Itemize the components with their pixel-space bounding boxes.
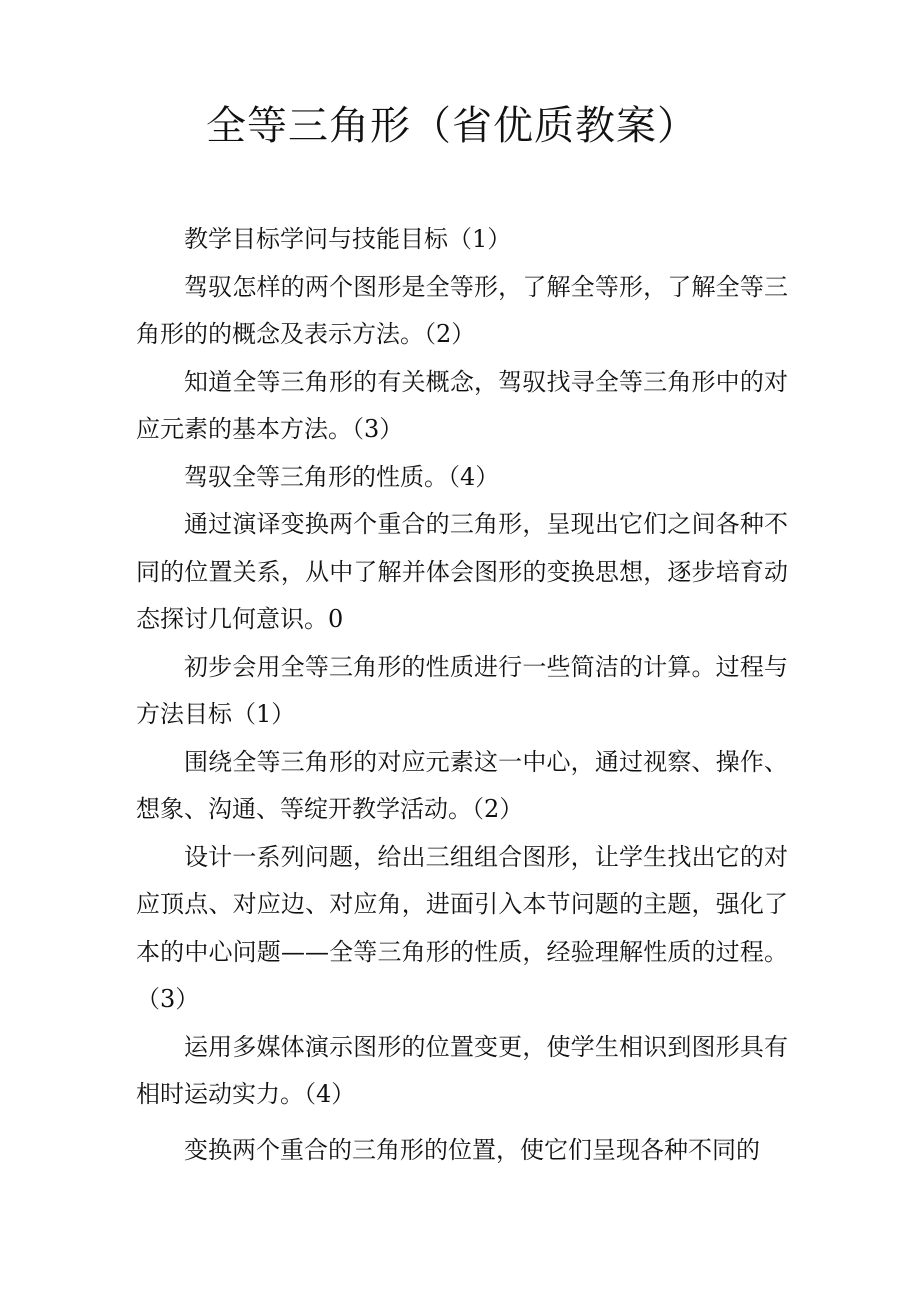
paragraph-objectives-heading: 教学目标学问与技能目标（1）: [184, 225, 512, 253]
paragraph-position-change: 变换两个重合的三角形的位置，使它们呈现各种不同的: [184, 1135, 760, 1164]
paragraph-corresponding-elements: 知道全等三角形的有关概念，驾驭找寻全等三角形中的对应元素的基本方法。（3）: [136, 367, 788, 443]
paragraph-multimedia: 运用多媒体演示图形的位置变更，使学生相识到图形具有相时运动实力。（4）: [136, 1032, 788, 1108]
paragraph-problem-design: 设计一系列问题，给出三组组合图形，让学生找出它的对应顶点、对应边、对应角，进面引入本节问题的主题，强化了本的中心问题——全等三角形的性质，经验理解性质的过程。（3）: [136, 842, 788, 1013]
document-body: [136, 216, 788, 1174]
paragraph-congruent-figures: 驾驭怎样的两个图形是全等形，了解全等形，了解全等三角形的的概念及表示方法。（2）: [136, 272, 788, 348]
paragraph-properties: 驾驭全等三角形的性质。（4）: [184, 462, 500, 491]
paragraph-calculation: 初步会用全等三角形的性质进行一些简洁的计算。过程与方法目标（1）: [136, 652, 788, 728]
paragraph-transformation: 通过演译变换两个重合的三角形，呈现出它们之间各种不同的位置关系，从中了解并体会图形的变换思想，逐步培育动态探讨几何意识。0: [136, 510, 788, 633]
paragraph-teaching-activities: 围绕全等三角形的对应元素这一中心，通过视察、操作、想象、沟通、等绽开教学活动。（2）: [136, 747, 788, 823]
document-title: 全等三角形（省优质教案）: [206, 103, 698, 149]
